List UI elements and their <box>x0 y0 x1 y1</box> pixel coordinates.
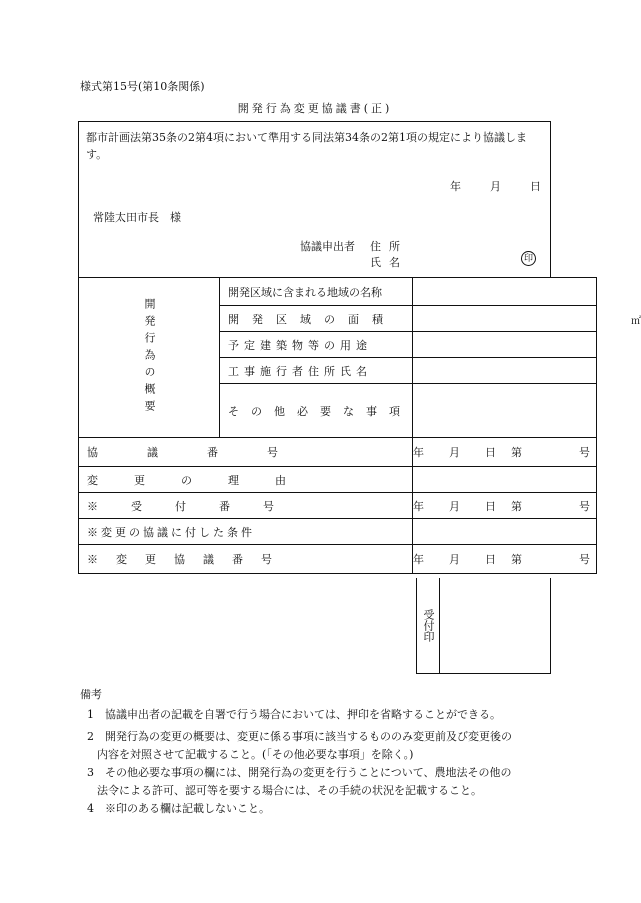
record-label-conditions: ※変更の協議に付した条件 <box>79 519 413 545</box>
note-2-cont: 内容を対照させて記載すること。(「その他必要な事項」を除く。) <box>97 748 414 761</box>
note-3-cont: 法令による許可、認可等を要する場合には、その手続の状況を記載すること。 <box>97 784 482 797</box>
receipt-stamp-box[interactable] <box>416 578 551 674</box>
go-label: 号 <box>579 446 590 459</box>
intro-text: 都市計画法第35条の2第4項において準用する同法第34条の2第1項の規定により協議します。 <box>86 131 527 161</box>
area-unit: ㎡ <box>631 316 641 327</box>
overview-label-other: その他必要な事項 <box>220 384 413 438</box>
hi-label: 日 <box>485 446 496 459</box>
record-date-consultation <box>413 444 596 460</box>
note-3: 3 その他必要な事項の欄には、開発行為の変更を行うことについて、農地法その他の <box>87 766 512 779</box>
form-number: 様式第15号(第10条関係) <box>80 80 205 93</box>
note-1: 1 協議申出者の記載を自署で行う場合においては、押印を省略することができる。 <box>87 708 501 721</box>
name-label: 氏名 <box>370 256 408 269</box>
applicant-label: 協議申出者 <box>300 240 355 253</box>
date-day-label: 日 <box>530 180 541 193</box>
nen-label: 年 <box>413 499 424 513</box>
overview-input-contractor[interactable] <box>413 358 597 384</box>
record-date-receipt <box>413 498 596 514</box>
record-value-reason[interactable] <box>413 467 597 493</box>
go-label: 号 <box>579 499 590 513</box>
document-title: 開発行為変更協議書(正) <box>237 102 393 115</box>
hi-label: 日 <box>485 553 496 566</box>
notes-title: 備考 <box>80 688 102 701</box>
application-date <box>450 178 541 194</box>
overview-label-building-use: 予定建築物等の用途 <box>220 332 413 358</box>
tsuki-label: 月 <box>449 553 460 566</box>
receipt-stamp-label: 受付印 <box>417 578 440 673</box>
address-label: 住所 <box>370 240 408 253</box>
nen-label: 年 <box>413 446 424 459</box>
dai-label: 第 <box>511 553 522 566</box>
go-label: 号 <box>579 553 590 566</box>
overview-input-other[interactable] <box>413 384 597 438</box>
tsuki-label: 月 <box>449 446 460 459</box>
record-value-conditions[interactable] <box>413 519 597 545</box>
record-label-change-consultation-no: ※変更協議番号 <box>79 545 413 574</box>
date-year-label: 年 <box>450 180 461 193</box>
overview-label-area-size: 開発区域の面積 <box>220 306 413 332</box>
overview-input-area-size[interactable] <box>413 306 641 332</box>
hi-label: 日 <box>485 499 496 513</box>
overview-input-area-name[interactable] <box>413 278 597 306</box>
overview-label-area-name: 開発区域に含まれる地域の名称 <box>220 278 413 306</box>
note-4: 4 ※印のある欄は記載しないこと。 <box>87 802 270 815</box>
record-label-consultation-no: 協議番号 <box>79 438 413 467</box>
dai-label: 第 <box>511 499 522 513</box>
dai-label: 第 <box>511 446 522 459</box>
overview-label-contractor: 工事施行者住所氏名 <box>220 358 413 384</box>
tsuki-label: 月 <box>449 499 460 513</box>
addressee: 常陸太田市長 様 <box>93 211 181 224</box>
seal-mark: 印 <box>521 251 536 266</box>
record-value-consultation-no[interactable] <box>413 438 597 467</box>
record-date-change <box>413 551 596 567</box>
record-label-receipt-no: ※受付番号 <box>79 493 413 519</box>
record-value-change-consultation-no[interactable] <box>413 545 597 574</box>
form-table <box>78 277 641 574</box>
nen-label: 年 <box>413 553 424 566</box>
note-2: 2 開発行為の変更の概要は、変更に係る事項に該当するもののみ変更前及び変更後の <box>87 730 512 743</box>
overview-group-label: 開発行為の概要 <box>79 278 220 438</box>
overview-input-building-use[interactable] <box>413 332 597 358</box>
record-label-reason: 変更の理由 <box>79 467 413 493</box>
record-value-receipt-no[interactable] <box>413 493 597 519</box>
date-month-label: 月 <box>490 180 501 193</box>
